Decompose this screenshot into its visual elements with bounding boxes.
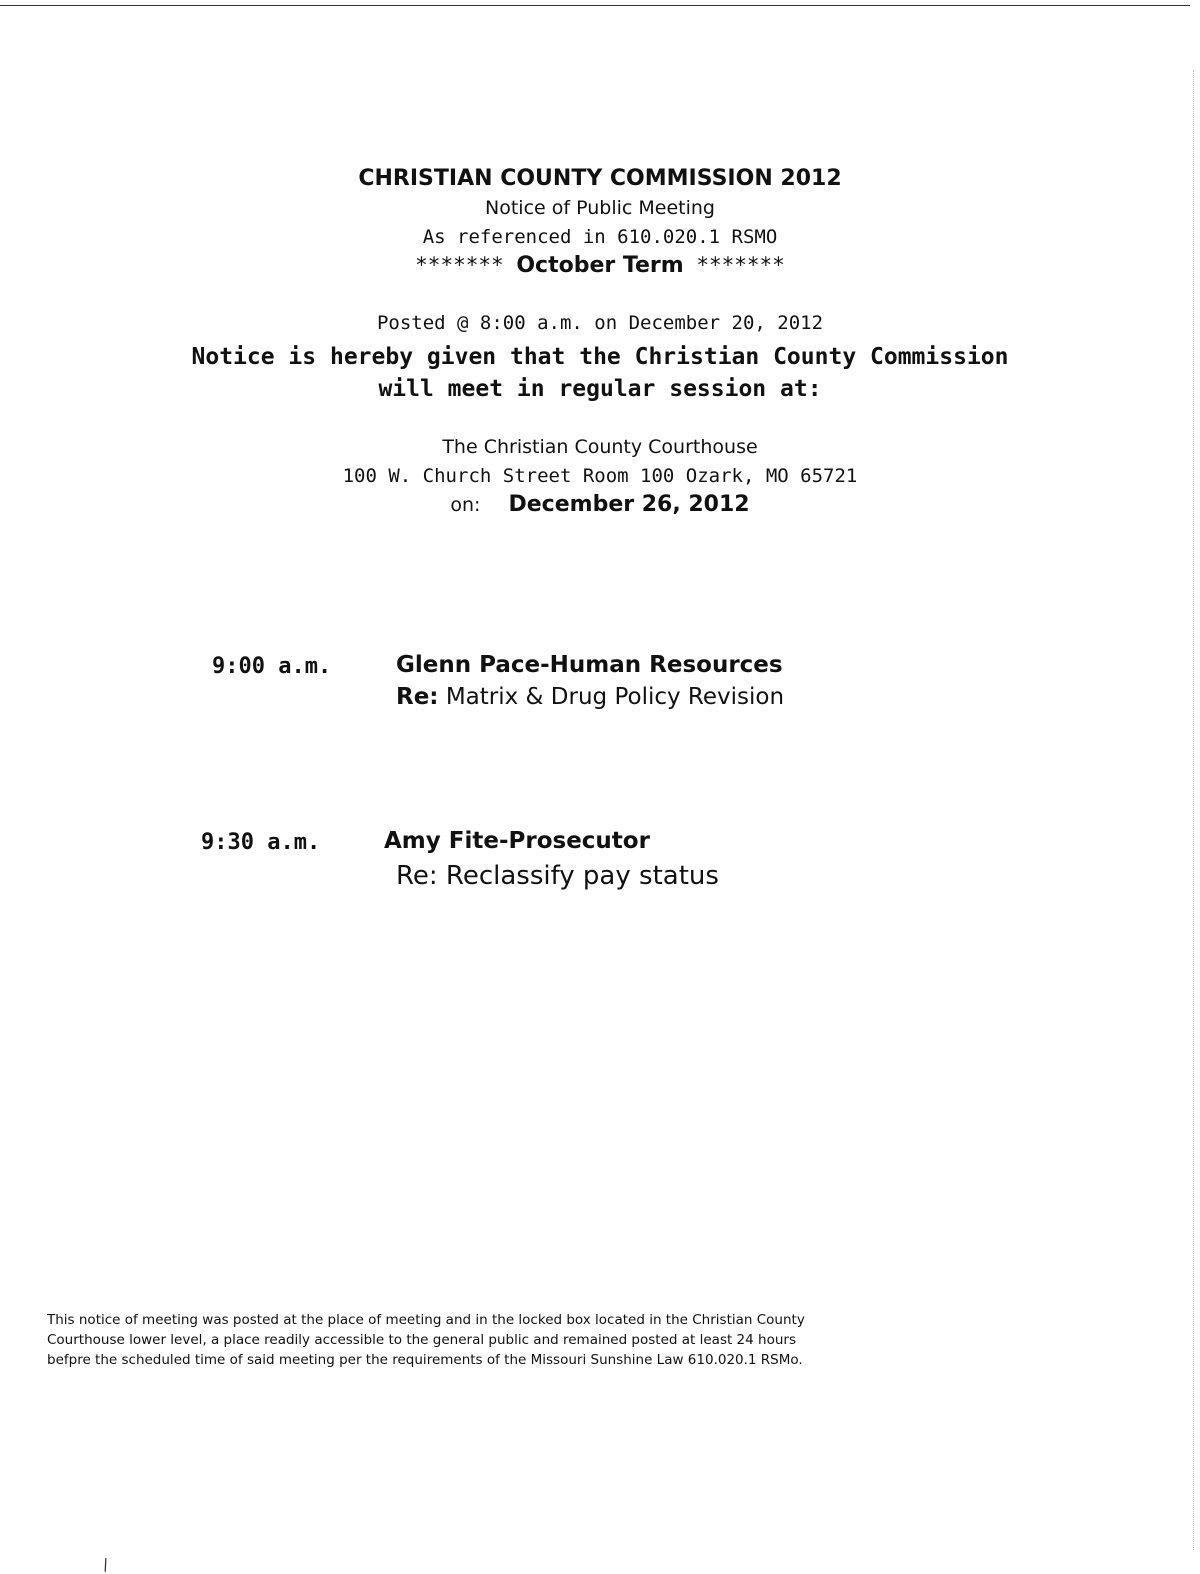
agenda-presenter: Amy Fite-Prosecutor	[384, 828, 650, 854]
term-stars-right: *******	[696, 253, 785, 277]
agenda-subject-text: Matrix & Drug Policy Revision	[445, 684, 785, 710]
agenda-subject	[396, 684, 784, 710]
agenda-time: 9:00 a.m.	[212, 654, 332, 679]
agenda-subject	[396, 861, 719, 891]
footer-line-1: This notice of meeting was posted at the place of meeting and in the locked box located in the Christian County	[47, 1312, 805, 1328]
venue: The Christian County Courthouse	[442, 436, 758, 458]
term-name: October Term	[516, 253, 684, 278]
footer-line-2: Courthouse lower level, a place readily accessible to the general public and remained posted at least 24 hours	[47, 1332, 796, 1348]
agenda-time: 9:30 a.m.	[201, 830, 321, 855]
meeting-date-line	[0, 492, 1200, 517]
scan-edge-top	[0, 5, 1190, 6]
term-stars-left: *******	[415, 253, 504, 277]
statute-reference: As referenced in 610.020.1 RSMO	[422, 226, 778, 248]
scan-artifact: \	[99, 1554, 112, 1574]
scan-edge-right	[1193, 70, 1194, 1550]
notice-statement	[0, 341, 1200, 405]
notice-subtitle: Notice of Public Meeting	[485, 197, 715, 219]
meeting-date: December 26, 2012	[508, 492, 750, 517]
posted-line: Posted @ 8:00 a.m. on December 20, 2012	[376, 312, 824, 334]
re-label: Re:	[396, 861, 438, 891]
term-line	[0, 253, 1200, 278]
address: 100 W. Church Street Room 100 Ozark, MO 65721	[342, 465, 858, 487]
posting-certification	[47, 1310, 1147, 1370]
notice-line-1: Notice is hereby given that the Christian County Commission	[191, 344, 1009, 370]
footer-line-3: befpre the scheduled time of said meeting per the requirements of the Missouri Sunshine Law 610.020.1 RSMo.	[47, 1352, 803, 1368]
agenda-presenter: Glenn Pace-Human Resources	[396, 652, 783, 678]
re-label: Re:	[396, 684, 439, 710]
notice-line-2: will meet in regular session at:	[378, 376, 822, 402]
on-label: on:	[450, 494, 481, 516]
notice-title: CHRISTIAN COUNTY COMMISSION 2012	[358, 166, 842, 191]
agenda-subject-text: Reclassify pay status	[445, 861, 719, 891]
